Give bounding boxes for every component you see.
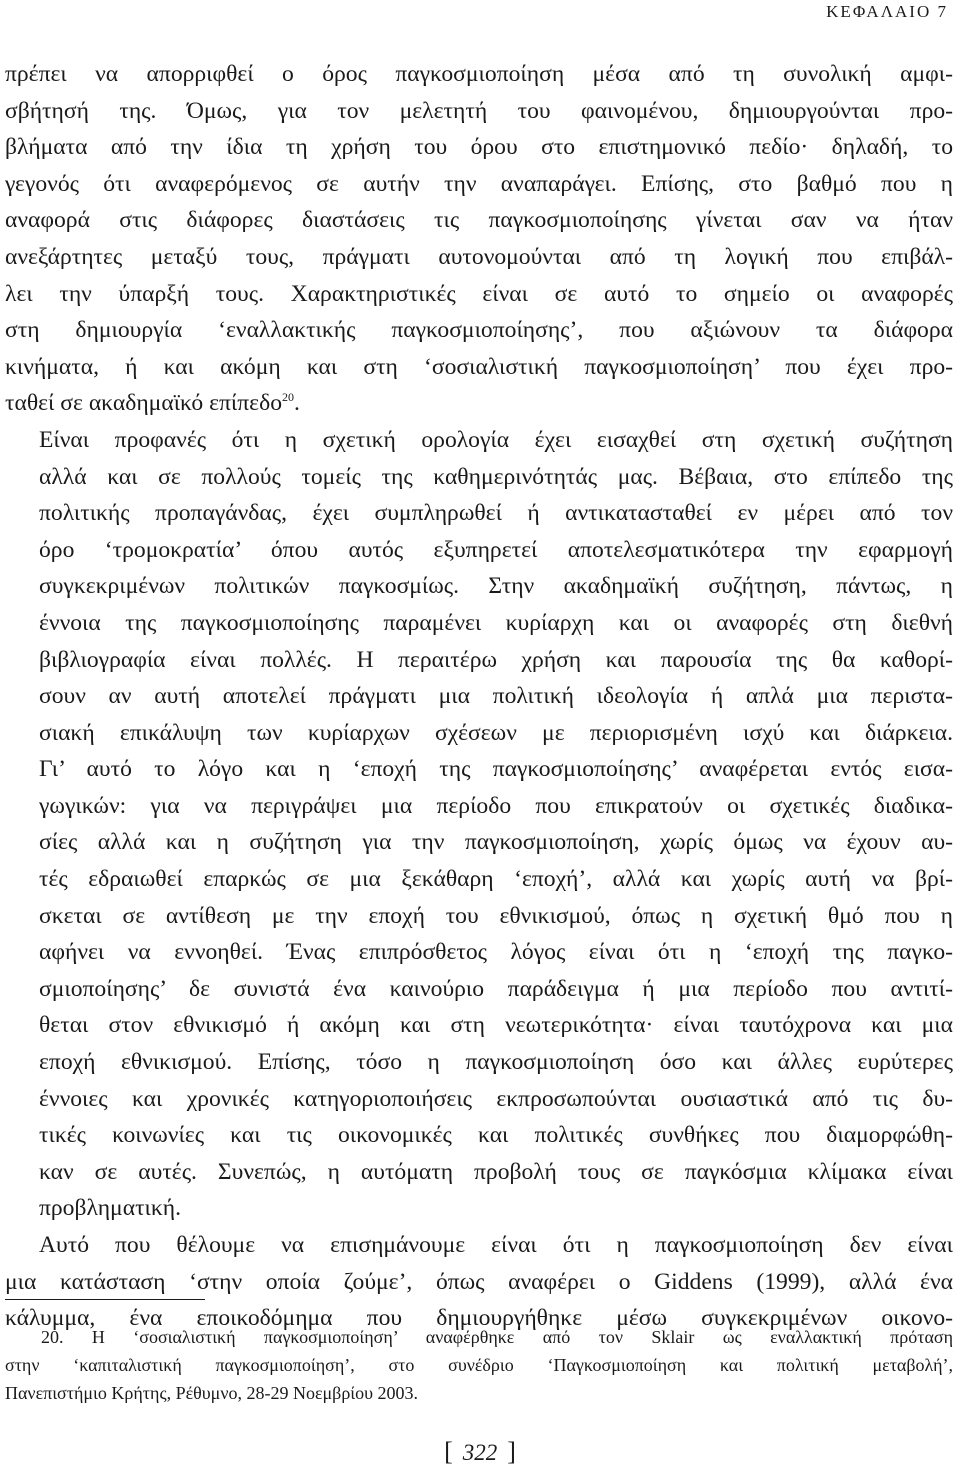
text-line: τές εδραιωθεί επαρκώς σε μια ξεκάθαρη ‘εποχή’, αλλά και χωρίς αυτή να βρί-: [39, 866, 953, 893]
page-number: [0, 1436, 960, 1469]
text-line: σίες αλλά και η συζήτηση για την παγκοσμιοποίηση, χωρίς όμως να έχουν αυ-: [39, 829, 953, 856]
text-line: βλήματα από την ίδια τη χρήση του όρου στο επιστημονικό πεδίο· δηλαδή, το: [5, 134, 953, 161]
footnote-divider: [5, 1299, 205, 1300]
text-line: εποχή εθνικισμού. Επίσης, τόσο η παγκοσμιοποίηση όσο και άλλες ευρύτερες: [39, 1049, 953, 1076]
text-line: βιβλιογραφία είναι πολλές. Η περαιτέρω χρήση και παρουσία της θα καθορί-: [39, 646, 953, 673]
text-line: σμιοποίησης’ δε συνιστά ένα καινούριο παράδειγμα ή μια περίοδο που αντιτί-: [39, 975, 953, 1002]
text-line: Γι’ αυτό το λόγο και η ‘εποχή της παγκοσμιοποίησης’ αναφέρεται εντός εισα-: [39, 756, 953, 783]
text-line: μια κατάσταση ‘στην οποία ζούμε’, όπως αναφέρει ο Giddens (1999), αλλά ένα: [5, 1268, 953, 1295]
text-line: σουν αν αυτή αποτελεί πράγματι μια πολιτική ιδεολογία ή απλά μια περιστα-: [39, 683, 953, 710]
text-line: θεται στον εθνικισμό ή ακόμη και στη νεωτερικότητα· είναι ταυτόχρονα και μια: [39, 1012, 953, 1039]
text-line: Αυτό που θέλουμε να επισημάνουμε είναι ότι η παγκοσμιοποίηση δεν είναι: [39, 1232, 953, 1258]
paragraph-3: [5, 1227, 953, 1337]
paragraph-2: [5, 422, 953, 1227]
text-line: καν σε αυτές. Συνεπώς, η αυτόματη προβολή τους σε παγκόσμια κλίμακα είναι: [39, 1158, 953, 1185]
text-line: ανεξάρτητες μεταξύ τους, πράγματι αυτονομούνται από τη λογική που επιβάλ-: [5, 243, 953, 270]
footnote-reference[interactable]: 20: [282, 390, 295, 405]
text-line: έννοιες και χρονικές κατηγοριοποιήσεις εκπροσωπούνται ουσιαστικά από τις δυ-: [39, 1085, 953, 1112]
text-line: έννοια της παγκοσμιοποίησης παραμένει κυρίαρχη και οι αναφορές στη διεθνή: [39, 609, 953, 636]
text-line: πρέπει να απορριφθεί ο όρος παγκοσμιοποίηση μέσα από τη συνολική αμφι-: [5, 61, 953, 87]
footnote-line: 20. Η ‘σοσιαλιστική παγκοσμιοποίηση’ αναφέρθηκε από τον Sklair ως εναλλακτική πρόταση: [41, 1327, 953, 1347]
page-number-value: 322: [462, 1440, 498, 1465]
text-line-last: προβληματική.: [39, 1195, 182, 1222]
text-line: πολιτικής προπαγάνδας, έχει συμπληρωθεί ή αντικατασταθεί εν μέρει από τον: [39, 500, 953, 527]
text-line: γεγονός ότι αναφερόμενος σε αυτήν την αναπαράγει. Επίσης, στο βαθμό που η: [5, 170, 953, 197]
text-line: κάλυμμα, ένα εποικοδόμημα που δημιουργήθηκε μέσω συγκεκριμένων οικονο-: [5, 1305, 953, 1332]
page-number-open-bracket: [: [444, 1437, 453, 1466]
text-line: σβήτησή της. Όμως, για τον μελετητή του φαινομένου, δημιουργούνται προ-: [5, 97, 953, 124]
text-line: σιακή επικάλυψη των κυρίαρχων σχέσεων με περιορισμένη ισχύ και διάρκεια.: [39, 719, 953, 746]
text-line: στη δημιουργία ‘εναλλακτικής παγκοσμιοποίησης’, που αξιώνουν τα διάφορα: [5, 317, 953, 344]
running-head: ΚΕΦΑΛΑΙΟ 7: [826, 2, 948, 21]
paragraph-1: [5, 56, 953, 422]
text-line: γωγικών: για να περιγράψει μια περίοδο που επικρατούν οι σχετικές διαδικα-: [39, 792, 953, 819]
text-fragment: ταθεί σε ακαδημαϊκό επίπεδο: [5, 390, 283, 417]
text-fragment: .: [294, 390, 300, 417]
text-line: κινήματα, ή και ακόμη και στη ‘σοσιαλιστική παγκοσμιοποίηση’ που έχει προ-: [5, 353, 953, 380]
text-line-last: [5, 385, 953, 422]
footnote-line-last: Πανεπιστήμιο Κρήτης, Ρέθυμνο, 28-29 Νοεμβρίου 2003.: [5, 1383, 419, 1403]
text-line: Είναι προφανές ότι η σχετική ορολογία έχει εισαχθεί στη σχετική συζήτηση: [39, 426, 953, 453]
text-line: λει την ύπαρξή τους. Χαρακτηριστικές είναι σε αυτό το σημείο οι αναφορές: [5, 280, 953, 307]
text-line: συγκεκριμένων πολιτικών παγκοσμίως. Στην ακαδημαϊκή συζήτηση, πάντως, η: [39, 573, 953, 600]
text-line: σκεται σε αντίθεση με την εποχή του εθνικισμού, όπως η σχετική θμό που η: [39, 902, 953, 929]
body-text: [5, 56, 953, 1337]
page-number-close-bracket: ]: [507, 1437, 516, 1466]
text-line: αναφορά στις διάφορες διαστάσεις τις παγκοσμιοποίησης γίνεται σαν να ήταν: [5, 207, 953, 234]
text-line: τικές κοινωνίες και τις οικονομικές και πολιτικές συνθήκες που διαμορφώθη-: [39, 1122, 953, 1149]
text-line: αφήνει να εννοηθεί. Ένας επιπρόσθετος λόγος είναι ότι η ‘εποχή της παγκο-: [39, 939, 953, 966]
text-line: όρο ‘τρομοκρατία’ όπου αυτός εξυπηρετεί αποτελεσματικότερα την εφαρμογή: [39, 536, 953, 563]
footnote: [5, 1323, 953, 1407]
footnote-line: στην ‘καπιταλιστική παγκοσμιοποίηση’, στο συνέδριο ‘Παγκοσμιοποίηση και πολιτική μεταβολή’,: [5, 1355, 953, 1375]
text-line: αλλά και σε πολλούς τομείς της καθημερινότητάς μας. Βέβαια, στο επίπεδο της: [39, 463, 953, 490]
